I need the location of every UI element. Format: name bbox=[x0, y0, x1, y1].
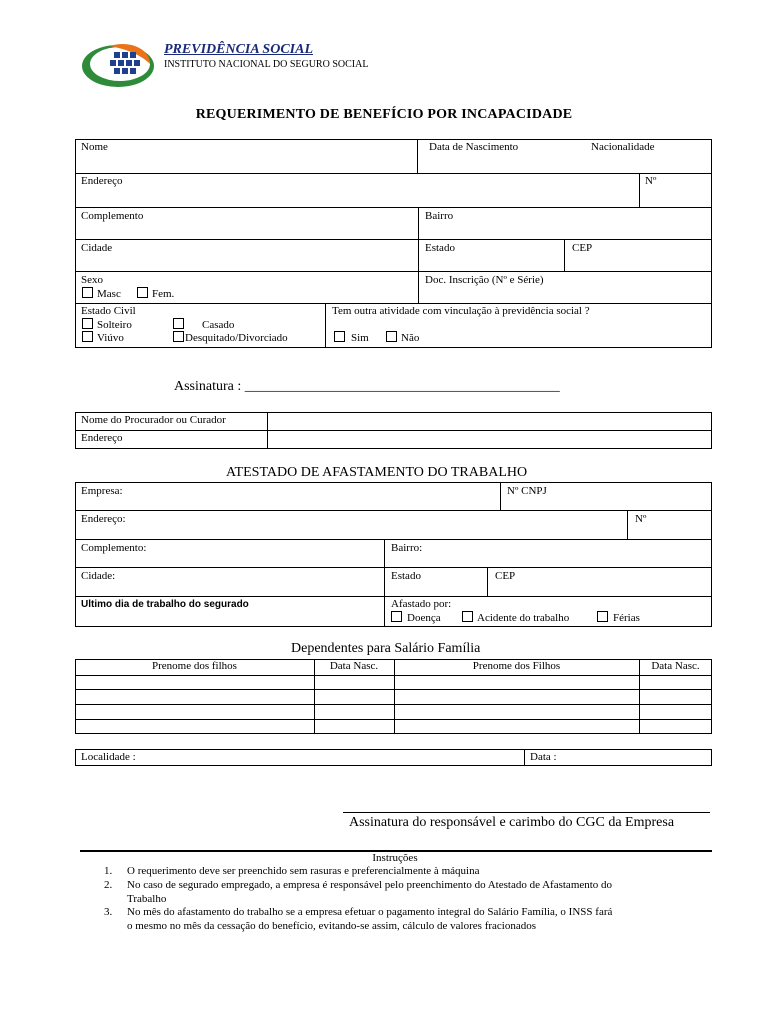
field-data[interactable]: Data : bbox=[530, 751, 557, 763]
field-empresa-estado[interactable]: Estado bbox=[391, 570, 421, 582]
field-numero[interactable]: Nº bbox=[645, 175, 657, 187]
field-empresa-complemento[interactable]: Complemento: bbox=[81, 542, 147, 554]
instructions-title: Instruções bbox=[372, 852, 418, 864]
checkbox-square[interactable] bbox=[173, 318, 184, 329]
checkbox-square[interactable] bbox=[386, 331, 397, 342]
company-signature[interactable]: Assinatura do responsável e carimbo do CGC da Empresa bbox=[349, 815, 675, 830]
field-empresa-endereco[interactable]: Endereço: bbox=[81, 513, 126, 525]
col-data-nasc-1: Data Nasc. bbox=[329, 660, 379, 672]
col-prenome-filhos-2: Prenome dos Filhos bbox=[472, 660, 561, 672]
dependentes-title: Dependentes para Salário Família bbox=[291, 641, 481, 656]
field-complemento[interactable]: Complemento bbox=[81, 210, 144, 222]
field-procurador-nome[interactable]: Nome do Procurador ou Curador bbox=[81, 414, 226, 426]
field-procurador-endereco[interactable]: Endereço bbox=[81, 432, 123, 444]
field-ultimo-dia[interactable]: Ultimo dia de trabalho do segurado bbox=[81, 599, 249, 610]
field-endereco[interactable]: Endereço bbox=[81, 175, 123, 187]
atestado-title: ATESTADO DE AFASTAMENTO DO TRABALHO bbox=[226, 465, 528, 480]
checkbox-masc[interactable]: Masc bbox=[82, 287, 121, 301]
checkbox-square[interactable] bbox=[462, 611, 473, 622]
field-cep[interactable]: CEP bbox=[572, 242, 593, 254]
localidade-data-row bbox=[75, 749, 712, 766]
checkbox-desquitado[interactable]: Desquitado/Divorciado bbox=[173, 331, 288, 345]
applicant-signature[interactable]: Assinatura : _____________________________________________ bbox=[174, 379, 560, 394]
signature-line bbox=[343, 812, 710, 813]
checkbox-solteiro[interactable]: Solteiro bbox=[82, 318, 132, 332]
checkbox-casado[interactable]: Casado bbox=[173, 318, 234, 332]
checkbox-fem[interactable]: Fem. bbox=[137, 287, 174, 301]
field-bairro[interactable]: Bairro bbox=[425, 210, 454, 222]
checkbox-viuvo[interactable]: Viúvo bbox=[82, 331, 124, 345]
field-estado[interactable]: Estado bbox=[425, 242, 455, 254]
field-sexo: Sexo bbox=[81, 274, 103, 286]
instruction-item-2: 2. No caso de segurado empregado, a empresa é responsável pelo preenchimento do Atestado de Afastamento do Trabalho bbox=[104, 879, 613, 905]
field-cidade[interactable]: Cidade bbox=[81, 242, 113, 254]
org-name: PREVIDÊNCIA SOCIAL bbox=[164, 42, 313, 57]
checkbox-square[interactable] bbox=[82, 331, 93, 342]
form-title: REQUERIMENTO DE BENEFÍCIO POR INCAPACIDADE bbox=[195, 107, 573, 122]
instruction-item-1: 1. O requerimento deve ser preenchido sem rasuras e preferencialmente à máquina bbox=[104, 865, 480, 877]
checkbox-sim[interactable]: Sim bbox=[334, 331, 369, 345]
field-cnpj[interactable]: Nº CNPJ bbox=[507, 485, 547, 497]
col-data-nasc-2: Data Nasc. bbox=[651, 660, 700, 672]
field-localidade[interactable]: Localidade : bbox=[81, 751, 136, 763]
checkbox-nao[interactable]: Não bbox=[386, 331, 419, 345]
field-afastado-por: Afastado por: bbox=[391, 598, 452, 610]
checkbox-square[interactable] bbox=[82, 287, 93, 298]
field-nacionalidade[interactable]: Nacionalidade bbox=[591, 141, 655, 153]
field-empresa-cep[interactable]: CEP bbox=[495, 570, 516, 582]
org-subtitle: INSTITUTO NACIONAL DO SEGURO SOCIAL bbox=[164, 59, 369, 70]
checkbox-acidente[interactable]: Acidente do trabalho bbox=[462, 611, 569, 625]
checkbox-square[interactable] bbox=[173, 331, 184, 342]
field-empresa-bairro[interactable]: Bairro: bbox=[391, 542, 423, 554]
field-estado-civil: Estado Civil bbox=[81, 305, 136, 317]
checkbox-doenca[interactable]: Doença bbox=[391, 611, 441, 625]
col-prenome-filhos-1: Prenome dos filhos bbox=[152, 660, 237, 672]
checkbox-square[interactable] bbox=[334, 331, 345, 342]
checkbox-square[interactable] bbox=[82, 318, 93, 329]
field-empresa[interactable]: Empresa: bbox=[81, 485, 123, 497]
field-data-nascimento[interactable]: Data de Nascimento bbox=[429, 141, 519, 153]
instruction-item-3: 3. No mês do afastamento do trabalho se a empresa efetuar o pagamento integral do Salário Família, o INSS fará o mesmo no mês da cessação do benefício, evitando-se assim, cálculo de valores fracionados bbox=[104, 906, 613, 932]
field-empresa-numero[interactable]: Nº bbox=[635, 513, 647, 525]
checkbox-square[interactable] bbox=[391, 611, 402, 622]
checkbox-square[interactable] bbox=[137, 287, 148, 298]
field-outra-atividade: Tem outra atividade com vinculação à previdência social ? bbox=[332, 305, 590, 317]
checkbox-ferias[interactable]: Férias bbox=[597, 611, 640, 625]
field-nome[interactable]: Nome bbox=[81, 141, 108, 153]
inss-logo bbox=[80, 42, 156, 88]
checkbox-square[interactable] bbox=[597, 611, 608, 622]
field-empresa-cidade[interactable]: Cidade: bbox=[81, 570, 116, 582]
field-doc-inscricao[interactable]: Doc. Inscrição (Nº e Série) bbox=[425, 274, 544, 286]
